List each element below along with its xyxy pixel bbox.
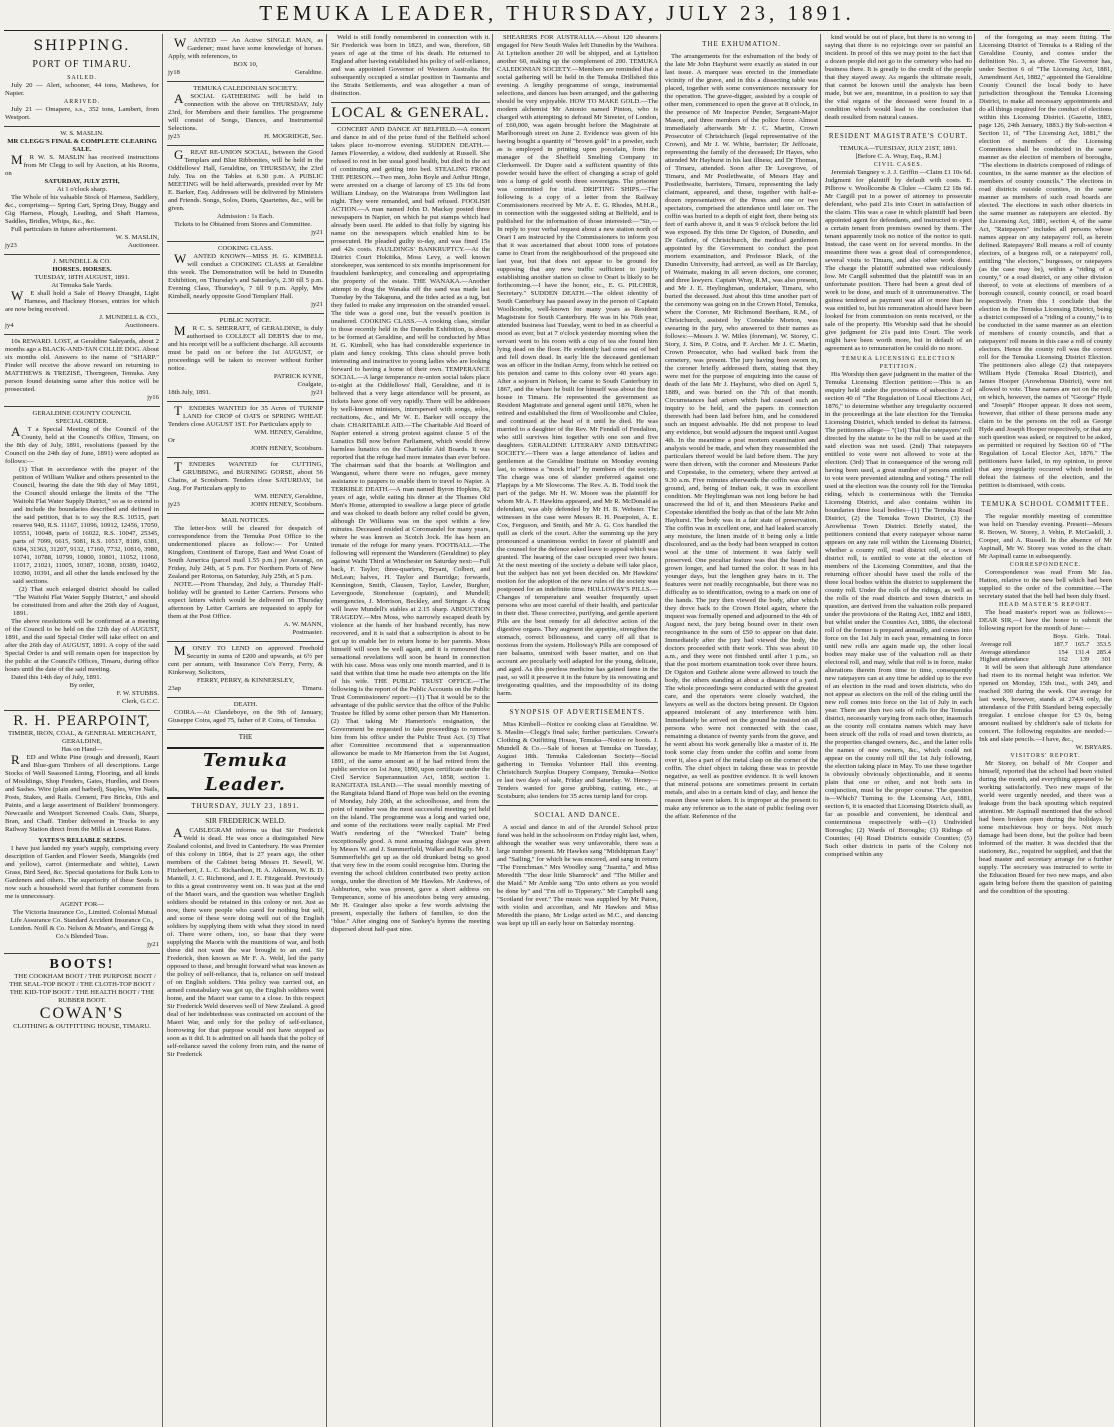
maslin-signature: W. S. MASLIN, xyxy=(115,234,159,241)
head-master-body: It will be seen that although June attendance had risen to its normal height was inferior. We opened on Monday, 15th inst., with 249, and reached 300 during the week. Our average for last week, however, stands at 274.9 only, the attendance of the Fifth Standard being especially irregular. I enclose cheque for £3 0s, being amount realised by children's sale of tickets for concert. The following requisites are needed:—Ink and slate pencils.—I have, &c., xyxy=(979,664,1112,744)
column-3 xyxy=(326,34,490,1427)
tenders1-body: TENDERS WANTED for 35 Acres of TURNIP LAND for CROP of OATS or SPRING WHEAT. Tenders close AUGUST 1ST. For Particulars apply to xyxy=(168,403,323,428)
council-item-1: (1) That in accordance with the prayer of the petition of William Walker and others presented to the Council, bearing the date the 9th day of May 1891, the Council should enlarge the limits of the "The Waitohi Flat Water Supply District," so as to extend to and include the boundaries described and defined in the said petition, that is to say the R.S. 10515, part reserve 940, R.S. 11167, 11096, 10912, 12456, 17050, 10551, 10048, parts of 16022, R.S. 10047, 25345, parts of 7099, 6615, 5081, R.S. 10517, 8189, 6381, 6384, 31363, 31207, 9132, 17160, 7732, 10816, 3980, 10741, 10788, 10799, 10800, 10801, 11052, 11060, 11017, 21021, 11005, 10387, 10388, 10389, 10492, 10390, 10391, and all other the lands enclosed by the said sections. xyxy=(13,466,159,585)
cowans-ad xyxy=(4,954,160,1035)
horses-place: At Temuka Sale Yards. xyxy=(51,282,113,289)
masthead xyxy=(0,0,1114,26)
council-item-2: (2) That such enlarged district should be called "The Waitohi Flat Water Supply District," and should be constituted from and after the 26th day of August, 1891. xyxy=(13,586,159,617)
table-header-cell: Girls. xyxy=(1074,633,1090,640)
mundell-ad xyxy=(4,255,160,335)
public-notice xyxy=(167,314,324,402)
public-place: Coalgate, xyxy=(297,381,323,388)
council-notice xyxy=(4,407,160,711)
masthead-rule xyxy=(4,30,1110,31)
public-body: MR C. S. SHERRATT, of GERALDINE, is duly authorised to COLLECT all DEBTS due to me, and his receipt will be a sufficient discharge. All accounts must be paid on or before the 1st AUGUST, or proceedings will be taken to recover without further notice. xyxy=(168,323,323,372)
table-cell: Highest attendance xyxy=(980,656,1029,664)
tenders2-signature: WM. HENEY, Geraldine, xyxy=(254,493,323,500)
table-cell: 154 xyxy=(1058,648,1068,656)
mundell-header: J. MUNDELL & CO. xyxy=(53,258,111,265)
council-dated: Dated this 14th day of July, 1891. xyxy=(11,674,102,681)
pearpoint-body: RED and White Pine (rough and dressed), Kauri and Blue-gum Timbers of all descriptions. Large Stocks of Well Seasoned Lining, Flooring, and all kinds of Mouldings, Shop Fenders, Gates, Hurdles, and Doors and Sashes. Wire (plain and barbed), Staples, Wire Nails, Posts, Stakes, and Rails. Cement, Fire Bricks, Oils and Paints, and a large assortment of Builders' Ironmongery. Newcastle and Westport Screened Coals. Oats, Sharps, Bran, and Chaff. Timber delivered in Trucks to any Railway Station direct from the Mills at Lowest Rates. xyxy=(5,752,159,833)
public-date: 18th July, 1891. xyxy=(168,389,211,396)
death-title: DEATH. xyxy=(233,701,258,708)
table-header-cell: Boys. xyxy=(1053,633,1068,640)
cooking-body: WANTED KNOWN—MISS H. G. KIMBELL will conduct a COOKING CLASS at Geraldine this week. The Demonstration will be held in Dunedin Exhibition, on Thursday's and Saturday's, 2.30 till 5 p.m. Evening Class, Thursday's, 7 till 9 p.m. Apply, Mrs Kimbell, nearly opposite Good Templars' Hall. xyxy=(168,251,323,300)
tenders2-ref: jy23 xyxy=(168,501,180,508)
caledonian-ref: jy23 xyxy=(168,133,180,140)
sale-date: SATURDAY, JULY 25TH, xyxy=(44,178,120,185)
wanted-body: WANTED — An Active SINGLE MAN, as Gardener; must have some knowledge of horses. Apply, with references, to xyxy=(168,35,323,60)
mail-title: MAIL NOTICES. xyxy=(221,517,270,524)
synopsis-body: Miss Kimbell—Notice re cooking class at Geraldine. W. S. Maslin—Clegg's final sale; further particulars. Cowan's Clothing & Outfitting House, Temuka—Notice re boots. J. Mundell & Co.—Sale of horses at Temuka on Tuesday, August 18th. Temuka Caledonian Society—Social gathering in Temuka Volunteer Hall this evening. Christchurch Surplus Drapery Company, Temuka—Notice re last two days of sale, Friday and Saturday. W. Heney—Tenders wanted for gorse grubbing, cutting, etc., at Scotsburn; also tenders for 35 acres turnip land for crop. xyxy=(497,721,658,800)
head-master-intro: The head master's report was as follows:— DEAR SIR,—I have the honor to submit the following report for the month of June:— xyxy=(979,609,1112,632)
mail-notices xyxy=(167,514,324,642)
agent-ref: jy21 xyxy=(147,941,159,948)
wanted-box: BOX 10, xyxy=(233,61,258,68)
arrived-label: ARRIVED. xyxy=(63,99,101,105)
horses-title: HORSES. HORSES. xyxy=(52,266,112,273)
licensing-heading: TEMUKA LICENSING ELECTION PETITION. xyxy=(841,356,956,370)
agent-label: AGENT FOR— xyxy=(60,901,104,908)
money-signature: FERRY, PERRY, & KINNERSLEY, xyxy=(197,677,294,684)
the-label: THE xyxy=(238,733,253,741)
maslin-title: Auctioneer. xyxy=(127,242,159,249)
weld-body: ACABLEGRAM informs us that Sir Frederick Weld is dead. He was once a distinguished New Zealand colonist, and lived in Canterbury. He was Premier of this colony in 1864, that is 27 years ago, the other members of the Cabinet being Messrs H. Sewell, W. Fitzherbert, J. L. C. Richardson, H. A. Atkinson, W. B. D. Mantell, J. C. Richmond, and J. E. Fitzgerald. Previously to this a great controversy went on. It was just at the end of the Maori wars, and the question was whether English soldiers should be retained in this colony or not. Just as now, there were people who cared for nothing but self, and some of these were doing well out of the English soldiers by supplying them with what they stood in need of. There were others, too, so base that they were supplying the Maoris with the munitions of war, and both these did not want the war brought to an end. Sir Frederick, then known as Mr F. A. Weld, led the party opposed to these, and brought forward what was known as the policy of self-reliance, that is, reliance on self instead of on English soldiers. This policy was carried out, an armed constabulary was got up, the English soldiers went home, and the Maori war came to a close. In this respect Sir Frederick Weld deserves well of New Zealand. A good deal of her indebtedness was contracted on account of the Maori War, and only for the policy of self-reliance, borrowing for that purpose would not have stopped as soon as it did. It is admitted on all hands that the policy of self-reliance saved the colony from ruin, and the name of Sir Frederick xyxy=(167,825,324,1058)
table-cell: 301 xyxy=(1101,656,1111,664)
caledonian-title: TEMUKA CALEDONIAN SOCIETY. xyxy=(193,85,298,92)
table-cell: Average roll xyxy=(980,640,1012,648)
wanted-place: Geraldine. xyxy=(294,69,323,76)
public-ref: jy21 xyxy=(311,389,323,396)
cowans-sub: CLOTHING & OUTFITTING HOUSE, TIMARU. xyxy=(13,1023,151,1030)
council-body-2: The above resolutions will be confirmed at a meeting of the Council to be held on the 12th day of AUGUST, 1891, and the said Special Order will take effect on and after the 26th day of AUGUST, 1891. A copy of the said Special Order is and will remain open for inspection by the public at the Council's Offices, Timaru, during office hours until the date of the said meeting. xyxy=(5,618,159,673)
shipping-section xyxy=(4,34,160,127)
public-title: PUBLIC NOTICE. xyxy=(219,317,272,324)
table-header-cell xyxy=(979,633,1047,641)
pearpoint-sub: TIMBER, IRON, COAL, & GENERAL MERCHANT, GERALDINE, xyxy=(7,730,157,745)
money-ref: 23ap xyxy=(168,685,181,692)
tenders-gorse-ad xyxy=(167,458,324,514)
school-committee-heading: TEMUKA SCHOOL COMMITTEE. xyxy=(979,494,1112,510)
cooking-title: COOKING CLASS. xyxy=(218,245,273,252)
clegg-sale-title: MR CLEGG'S FINAL & COMPLETE CLEARING SALE. xyxy=(7,138,157,153)
table-cell: 131.4 xyxy=(1074,648,1090,656)
table-cell: 162 xyxy=(1058,656,1068,664)
table-cell: Average attendance xyxy=(980,648,1031,656)
public-signature: PATRICK KYNE, xyxy=(273,373,323,380)
exhumation-heading: THE EXHUMATION. xyxy=(702,40,781,48)
rm-court-heading: RESIDENT MAGISTRATE'S COURT. xyxy=(825,126,972,142)
horses-date: TUESDAY, 18TH AUGUST, 1891. xyxy=(34,274,130,281)
table-row xyxy=(979,656,1112,664)
weld-title: SIR FREDERICK WELD. xyxy=(205,816,286,825)
sailed-label: SAILED. xyxy=(67,75,97,81)
rm-civil-cases: CIVIL CASES. xyxy=(873,162,924,168)
table-cell: 165.7 xyxy=(1074,640,1090,648)
arrived-text: July 21 — Omapere, s.s., 352 tons, Lambert, from Westport. xyxy=(5,106,159,121)
table-row xyxy=(979,641,1112,649)
death-notice xyxy=(167,698,324,730)
caledonian-ad xyxy=(167,82,324,146)
maslin-ref: jy23 xyxy=(5,242,17,249)
pearpoint-hand: Has on Hand— xyxy=(61,746,103,753)
paper-date: THURSDAY, JULY 23, 1891. xyxy=(167,802,324,814)
caledonian-body: ASOCIAL GATHERING will be held in connection with the above on THURSDAY, July 23rd, for Members and their families. The programme will consist of Songs, Dances, and Instrumental Selections. xyxy=(168,91,323,132)
council-clerk: Clerk, G.C.C. xyxy=(122,698,159,705)
correspondence-heading: CORRESPONDENCE. xyxy=(1009,562,1082,568)
money-ad xyxy=(167,642,324,698)
council-body: AT a Special Meeting of the Council of the County, held at the Council's Office, Timaru, on the 8th day of July, 1891, resolutions (passed by the Council on the 24th day of June, 1891) were adopted as follows:— xyxy=(5,424,159,465)
mail-note: NOTE.—From Thursday, 2nd July, a Thursday Half-holiday will be granted to Letter Carriers. Persons who expect letters which would be delivered on Thursday afternoon by Letter Carriers are requested to apply for them at the Post Office. xyxy=(168,581,323,620)
money-body: MONEY TO LEND on approved Freehold Security in sums of £200 and upwards, at 6½ per cent per annum, with Insurance Co's Ferry, Ferry, & Kinkeway, Solicitors, xyxy=(168,643,323,676)
column-1 xyxy=(4,34,160,1427)
council-by: By order, xyxy=(69,682,95,689)
rm-court-before: [Before C. A. Wray, Esq., R.M.] xyxy=(855,153,942,160)
wanted-ref: jy18 xyxy=(168,69,180,76)
table-cell: 285.4 xyxy=(1096,648,1111,656)
attendance-table-header xyxy=(979,633,1112,641)
boots-list: THE COOKHAM BOOT / THE PURPOSE BOOT / THE SEAL-TOP BOOT / THE CLOTH-TOP BOOT / THE KID-TOP BOOT / THE HEALTH BOOT / THE RUBBER BOOT. xyxy=(9,973,156,1004)
caledonian-signature: H. MOGRIDGE, Sec. xyxy=(264,133,323,140)
correspondence-body: Correspondence was read From Mr Jas. Hatton, relative to the new bell which had been supplied to the order of the committee.—The secretary stated that the bell had been duly fixed. xyxy=(979,569,1112,600)
maslin-ad xyxy=(4,127,160,255)
wanted-ad xyxy=(167,34,324,82)
editorial-section xyxy=(167,733,324,1059)
column-4 xyxy=(492,34,658,1427)
tenders1-signature-2: JOHN HENEY, Scotsburn. xyxy=(250,445,323,452)
column-5 xyxy=(660,34,818,1427)
reward-body: 10s REWARD. LOST, at Geraldine Saleyards, about 2 months ago a BLACK-AND-TAN COLLIE DOG. About six months old. Answers to the name of "SHARP." Finder will receive the above reward on returning to MATTHEWS & TREZISE, Thorngreen, Temuka. Any person found detaining same after this notice will be prosecuted. xyxy=(5,338,159,393)
maslin-header: W. S. MASLIN. xyxy=(60,130,104,137)
cooking-ad xyxy=(167,242,324,314)
table-cell: 187.7 xyxy=(1053,640,1068,648)
weld-continued: Weld is still fondly remembered in connection with it. Sir Frederick was born in 1823, and was, therefore, 68 years of age at the time of his death. He returned to England after having established his policy of self-reliance, and was appointed Governor of Western Australia. He subsequently occupied a similar position in Tasmania and the Straits Settlements, and was altogether a man of distinction. xyxy=(331,34,490,97)
licensing-body: His Worship then gave judgment in the matter of the Temuka Licensing Election petition:—This is an enquiry held under the provisions of subsection 2 of section 40 of "The Regulation of Local Elections Act, 1876," to determine whether any irregularity occurred in the proceedings at the late election for the Temuka Licensing District, which tended to defeat its fairness. The petitioners allege— "(1st) That the ratepayers' roll directed by the statute to be the roll to be used at the said election was not used. (2nd) That ratepayers entitled to vote were not allowed to vote at the election. (3rd) That in consequence of the wrong roll having been used, a great number of persons entitled to vote were prevented attending and voting." The roll used at the election was the county roll for the Temuka riding, which is conterminous with the Temuka Licensing District, and also contains within its boundaries three local bodies—(1) The Temuka Road District, (2) the Temuka Town District, (3) the Arowhenua Town District. Briefly stated, the petitioners contend that every ratepayer whose name appears on any rate roll within the Licensing District, whether a county roll, road district roll, or a town district roll, is entitled to vote at the election of members of the Licensing Committee, and that the returning officer should have used the rolls of the three local bodies within the district to supplement the county roll. Under the rolls of the ridings, as well as the rolls of the road districts and town districts in question, are derived from the valuation rolls prepared under the provisions of the Rating Act, 1882 and 1883, but whilst under the Counties Act, 1886, the electoral roll of the former is prepared annually, and comes into force on the 1st July in each year, remaining in force until new rolls are again made up, the other local bodies may make use of the valuation roll as their electoral roll, and may, while that roll is in force, make alterations therein from time to time, consequently new ratepayers can at any time be added up to the eve of an election in the road and town districts, who do not appear as electors on the roll of the riding until the new roll comes into force on the 1st of July in each year. There are then two sets of rolls for the Temuka district, necessarily varying from each other, inasmuch as the county roll contains names which may have been struck off the rolls of road and town districts, as the properties changed owners, &c., and the latter rolls the names of new owners, &c., which could not appear on the county roll till the 1st July following, the election taking place in May. To use these together is obviously obviously objectionable, and it seems plain that one or other, and not both sets in conjunction, must be the proper course. The question is—Which? Turning to the Licensing Act, 1881, section 6, it is enacted that Licensing Districts shall, as far as possible and convenient, be identical and conterminous respectively with—(1) Undivided Boroughs; (2) Wards of Boroughs; (3) Ridings of Counties; (4) Road Districts outside Counties; (5) Such other districts in parts of the Colony not comprised within any xyxy=(825,371,972,858)
visitors-heading: VISITORS' REPORT. xyxy=(1010,753,1081,760)
mail-postmaster: Postmaster. xyxy=(292,629,323,636)
tenders1-signature: WM. HENEY, Geraldine, xyxy=(254,429,323,436)
table-cell: 353.5 xyxy=(1096,640,1111,648)
maslin-body: MR W. S. MASLIN has received instructions from Mr Clegg to sell by Auction, at his Rooms, on xyxy=(5,152,159,177)
yates-title: YATES'S RELIABLE SEEDS. xyxy=(38,837,126,844)
rm-court-date: TEMUKA—TUESDAY, JULY 21ST, 1891. xyxy=(839,145,958,152)
pearpoint-title: R. H. PEARPOINT, xyxy=(13,714,151,729)
school-committee-body: The regular monthly meeting of committee was held on Tuesday evening. Present—Messrs R. Brown, W. Storey, J. Vehin, P. McCaskill, J. Cooper, and A. Russell. In the absence of Mr Aspinall, Mr W. Storey was voted to the chair. Mr Aspinall came in subsequently. xyxy=(979,513,1112,560)
synopsis-heading: SYNOPSIS OF ADVERTISEMENTS. xyxy=(497,702,658,718)
cooking-ref: jy21 xyxy=(311,301,323,308)
maslin-stock: The Whole of his valuable Stock of Harness, Saddlery, &c., comprising— Spring Cart, Spring Dray, Buggy and Gig Harness, Plough, Leading, and Shaft Harness, Saddles, Bridles, Whips, &c., &c. xyxy=(5,194,159,225)
tenders2-body: TENDERS WANTED for CUTTING, GRUBBING, and BURNING GORSE, about 56 Chains, at Scotsburn. Tenders close SATURDAY, 1st Aug. For Particulars apply to xyxy=(168,459,323,492)
rm-court-body: Jeremiah Tangney v. J. J. Griffin —Claim £1 10s 6d. Judgment for plaintiff by default with costs. E. Pilbrow v. Woollcombe & Clulee —Claim £2 18s 6d. Mr Cargill put in a power of attorney to prosecute defendant, who paid 21s into Court in satisfaction of the claim. This was a case in which plaintiff had been appointed agent for defendants, and instructed to eject a certain tenant from premises owned by them. The tenant apparently took no notice of the notice to quit. Instead, the case went on for several months. In the meantime there was a great deal of correspondence, several visits to Timaru, and also other work done. The charge the plaintiff submitted was ridiculously low. Mr Cargill submitted that the plaintiff was in an unfortunate position. There had been a great deal of work to be done, and much of it unremunerative. The guinea tendered as payment was all or more than he was entitled to, but his remuneration should have been looked for from commission on rents received, or the sale of the property. His Worship said that he should give judgment for 21s paid into Court. The work might have been worth more, but in default of an agreement as to remuneration he could do no more. xyxy=(825,169,972,352)
column-2 xyxy=(162,34,324,1427)
head-master-heading: HEAD MASTER'S REPORT. xyxy=(998,602,1093,608)
death-body: COIRA.—At Clandeboye, on the 9th of January, Giuseppe Coira, aged 75, father of P. Coira, of Temuka. xyxy=(168,709,323,724)
head-master-signature: W. BRYARS. xyxy=(1075,744,1112,752)
attendance-table xyxy=(979,633,1112,664)
horses-title2: Auctioneers. xyxy=(125,322,159,329)
shipping-heading: SHIPPING. xyxy=(33,38,131,54)
tenders2-signature-2: JOHN HENEY, Scotsburn. xyxy=(250,501,323,508)
sale-time: At 1 o'clock sharp. xyxy=(56,186,108,193)
newspaper-title: Temuka Leader. xyxy=(167,747,324,799)
port-heading: PORT OF TIMARU. xyxy=(32,59,132,70)
mail-body: The letter-box will be cleared for despatch of correspondence from the Temuka Post Office to the undermentioned places as follow:— For United Kingdom, Continent of Europe, East and West Coast of South America (parcel mail 1.55 p.m.) per Aorangi, on Friday, July 24th, at 5 p.m. For Northern Ports of New Zealand per Rotorua, on Saturday, July 25th, at 5 p.m. xyxy=(168,525,323,580)
reunion-admission: Admission : 1s Each. xyxy=(217,213,274,220)
sailed-text: July 20 — Alert, schooner, 44 tons, Mathews, for Napier. xyxy=(5,82,159,97)
local-general-continued: SHEARERS FOR AUSTRALIA.—About 120 shearers engaged for New South Wales left Dunedin by the Waihora. At Lyttelton another 20 will be shipped, and at Lyttelton another 60, making up the complement of 200. TEMUKA CALEDONIAN SOCIETY.—Members are reminded that a social gathering will be held in the Temuka Drillshed this evening. A lengthy programme of songs, instrumental selections, and dances has been arranged, and the gathering should be very enjoyable. HOW TO MAKE GOLD.—The modern alchemist Mr Antonio named Pinton, who is charged with attempting to defraud Mr Streeter, of London, of £60,000, was again brought before the Magistrate at Marlborough street on June 2. Evidence was given of his having bought a quantity of "brown gold" in a powder, such as is employed in printing upon porcelain, from the manager of the Sheffield Smelting Company in Clerkenwell. Dr Dupre said a sufficient quantity of this powder would have the effect of changing a scrap of gold into a lump of gold worth three sovereigns. The prisoner was committed for trial. DRIFTING SHIPS.—The following is a copy of a letter from the Railway Commissioners received by Mr A. E. G. Rhodes, M.H.R., in connection with the suggested siding at Belfield, and is published for the information of those interested:—"Sir,—In reply to your verbal request about a new station north of Orari I am instructed by the Commissioners to inform you that it was ascertained that about 1000 tons of potatoes came to Orari from the neighbourhood of the proposed site last year, but that does not appear to be ground for supposing that any new traffic sufficient to justify establishing another station so close to Orari is likely to be forthcoming.—I have the honor, etc., E. G. PILCHER, Secretary." SUDDEN DEATH.—The oldest identity of South Canterbury has passed away in the person of Captain Woollcombe, well-known for many years as Resident Magistrate for South Canterbury. He was in his 76th year, attended business last Tuesday, went to bed in as cheerful a mood as ever, but at 7 o'clock yesterday morning when the servant went to his room with a cup of tea she found him lying dead on the floor. He evidently had come out of bed and fell down dead. In early life the deceased gentleman was an officer in the Indian Army, from which he retired on his pension and came to this colony over 40 years ago. After a sojourn in Nelson, he came to South Canterbury in 1867, and the whare he built for himself was about the first house in Timaru. He represented the government as Resident Magistrate and general agent until 1876, when he retired and established the firm of Woollcombe and Clulee, and continued at the head of it until he died. He was married to a daughter of the Rev. Mr Fendall of Fendalton, who still survives him together with one son and five daughters. GERALDINE LITERARY AND DEBATING SOCIETY.—There was a large attendance of ladies and gentlemen at the Geraldine Institute on Monday evening last, to witness a "mock trial" by members of the society. The charge was one of slander preferred against one Flapjaps by a Mr Slowcome. The Rev. A. B. Todd took the part of the judge. Mr H. W. Moore was the plaintiff for whom Mr A. F. Hawkins appeared, and Mr R. McDonald as defendant, was ably defended by Mr H. B. Webster. The witnesses in the case were Messrs R. H. Pearpoint, A. E. Cox, Ferguson, and Smith, and Mr A. G. Cox handled the quill as clerk of the court. After the summing up the jury pronounced a unanimous verdict in favor of plaintiff and the counsel for the defence asked leave to appeal which was granted. The hearing of the case occupied over two hours. At the next meeting of the society a debate will take place, but the subject has not yet been decided on. Mr Hawkins' motion for the adoption of the new rules of the society was postponed for an indefinite time. HOLLOWAY'S PILLS.—Changes of temperature and weather frequently upset persons who are most careful of their health, and particular in their diet. These corrective, purifying, and gentle aperient Pills are the best remedy for all defective action of the digestive organs. They augment the appetite, strengthen the stomach, correct biliousness, and carry off all that is noxious from the system. Holloway's Pills are composed of rare balsams, unmixed with baser matter, and on that account are peculiarly well adapted for the young, delicate, and aged. As this peerless medicine has gained fame in the past, so will it preserve it in the future by its renovating and invigorating qualities, and the impossibility of its doing harm. xyxy=(497,34,658,697)
table-cell: 139 xyxy=(1079,656,1090,664)
horses-ref: jy4 xyxy=(5,322,14,329)
reunion-ad xyxy=(167,146,324,242)
exhumation-body: The arrangements for the exhumation of the body of the late Mr John Hayhurst were exactly as stated in our last issue. A marquee was erected in the immediate vicinity of the grave, and in this a dissecting table was placed, together with some conveniences necessary for the operation. The grave-digger, assisted by a couple of other men, commenced to open the grave at 8 o'clock, in the presence of Mr Inspector Pender, Sergeant-Major Mason, and three members of the police force. Almost immediately afterwards Mr J. C. Martin, Crown Prosecutor of Christchurch (legal representative of the Crown), and Mr J. W. White, barrister; Dr Jeffcoate, representing the family of the deceased; Dr Hayes, who attended Mr Hayhurst in his last illness; and Dr Thomas, of Timaru, attended. Soon after Dr Lovegrove, of Timaru, and Mr Postlethwaite, of Messrs Hay and Postlethwaite, barristers, Timaru, representing the lady claimant, appeared, and these, together with half-a-dozen representatives of the Press and one or two spectators, comprised the attendance until later on. The coffin was buried to a depth of eight feet, there being six feet of earth above it, and it was 9 o'clock before the lid was exposed. By this time Dr Ogston, of Dunedin, and Dr Guthrie, of Christchurch, the medical gentlemen appointed by the Government to conduct the post mortem examination, and Professor Black, of the Dunedin University, had arrived, as well as Dr Barclay, of Waimate, making in all seven doctors, one coroner, and three lawyers. Captain Wray, R.M., was also present, and Mr J. E. Heylinghman, undertaker, Timaru, who buried the deceased. Just about this time another part of the ceremony was going on in the Crown Hotel, Temuka, where the Coroner, Mr Richmond Beetham, R.M., of Christchurch, assisted by Constable Morton, was swearing in the jury, who answered to their names as follows:—Messrs J. W. Miles (foreman), W. Storey, C. Story, J. Sim, P. Coira, and F. Archer. Mr J. C. Martin, Crown Prosecutor, who had walked back from the cemetery, was present. The jury having been sworn in, the coroner briefly addressed them, stating that they were met for the purpose of enquiring into the cause of death of the late Mr J. Hayhurst, who died on April 5, 1889, and was buried on the 7th of that month. Circumstances had arisen which had caused such an inquiry to be held, and the papers in connection therewith had been laid before him, and he considered such an inquest advisable. He did not propose to lead any evidence, but would adjourn the inquest until August 4th. In the meantime a post mortem examination and analysis would be made, and when they reassembled the particulars thereof would be laid before them. The jury were then driven, with the coroner and Messieurs Parke and Copestake, to the cemetery, where they arrived at 9.30 a.m. Five minutes afterwards the coffin was above ground, and, being of Indian oak, it was in excellent condition. Mr Heylinghman was not long before he had unscrewed the lid of it, and then Messieurs Parke and Copestake identified the body as that of the late Mr John Hayhurst. The body was in a fair state of preservation. The coffin was in excellent one, and had leaked scarcely any moisture, the linen inside of it being only a little discoloured, and as the body had been wrapped in cotton wool at the time of interment it was fairly well preserved. One peculiar feature was that the beard had grown longer, and had turned the color. It was in his younger days, but the lengthen gray hairs in it. The features were not readily recognisable, but there was no difficulty as to identification, owing to a mark on one of the hands. The jury then viewed the body, after which they drove back to the Crown Hotel again, where the inquest was formally opened and adjourned to the 4th of August next, the jury being bound over in their own recognisance in the sum of £50 to appear on that date. Immediately after the jury had viewed the body, the doctors proceeded with their work. This was about 10 a.m., and they were not finished until after 1 p.m., so that the post mortem examination took over three hours. Dr Ogston and Guthrie alone were allowed to touch the body, the others standing at about a distance of a yard. The whole proceedings were conducted with the greatest care, and the operators were closely watched, the lawyers as well as the doctors being present. Dr Ogston appeared intolerant of any interference with him. Immediately he arrived on the ground he insisted on all persons who were not connected with the case, remaining a distance of twenty yards from the grave, and he went about his work generally like a master of it. He took some clay from under the coffin and some from over it, also a part of the metal clasp on the corner of the coffin. The chief object in taking these was to provide negative, as well as positive evidence. It is well known that mineral poisons are sometimes present in certain metals, and also in a certain kind of clay, and hence the reason these were taken. It is improper at the present to make any reference as to the state of public feeling over the affair. Reference of the xyxy=(665,53,818,820)
mail-signature: A. W. MANN, xyxy=(283,621,323,628)
exhumation-continued: kind would be out of place, but there is no wrong in saying that there is no rejoicings over so painful an incident. In proof of this we may point to the fact that a dozen people did not go to the cemetery who had no business there. It is greatly to the credit of the people that they stayed away. As regards the ultimate result, that cannot be known until the analysis has been made, but we are, meantime, in a position to say that the vital organs of the deceased were found in a condition which would lead to the conclusion that death resulted from natural causes. xyxy=(825,34,972,121)
table-row xyxy=(979,649,1112,657)
local-general-body: CONCERT AND DANCE AT BELFIELD.—A concert and dance in aid of the prize fund of the Belfield school takes place to-morrow evening. SUDDEN DEATH.—James Flowerday, a widow, died suddenly at Russell. She refused to rest in her usual good health, but died in the act of continuing and getting into bed. STEALING FROM THE PERSON.—Two men, John Boyle and Arthur Hinge, were arrested on a charge of larceny of £5 10s 6d from William Lindsay, on the Wairarapa from Wellington last night. They were remanded, and bail refused. FOOLISH ACTION.—A man named John D. Mackay posted three newspapers in Napier, on which he put stamps which had already been used. He added to that folly by signing his name on the newspapers which enabled him to be prosecuted. He pleaded guilty to-day, and was fined 15s and 42s costs. FAULDINGS' BANKRUPTCY.—At the District Court Hokitika, Moss Levy, a well known storekeeper, was sentenced to six months imprisonment for fraudulent bankruptcy, and concealing and appropriating the property of the estate. THE WANAKA.—Another attempt to drag the Wanaka off the sand was made last Tuesday by the Takapuna, and the tides acted as a tug, but they failed to make any impression on the stranded vessel. The tide was a good one, but the vessel's position is unaltered. COOKING CLASS.—A cooking class, similar to those recently held in the Dunedin Exhibition, is about to be formed at Geraldine, and will be conducted by Miss H. G. Kimbell, who has had considerable experience in plain and fancy cooking. This class should prove both interesting and instructive to young ladies who are looking forward to having a home of their own. TEMPERANCE SOCIAL.—A large temperance re-union social takes place to-night at the Oddfellows' Hall, Geraldine, and it is believed that a very large attendance will be present, as tickets have gone off very rapidly. There will be addresses by well-known ministers, interspersed with songs, solos, recitations, &c., and Mr W. E. Barker will occupy the chair. CHARITABLE AID.—The Charitable Aid Board of Napier entered a strong protest against clause 5 of the Lunatics Bill now before Parliament, which would throw harmless lunatics on the Charitable Aid Boards. It was reported that the refuge had more inmates than ever before. The chairman said that the boards at Wellington and Wanganui, where there were no refuges, gave money assistance to paupers to enable them to travel to Napier. A TERRIBLE DEATH.—A man named Byron Hopkins, 82 years of age, while eating his dinner at the Thames Old Men's Home, attempted to swallow a large piece of gristle and was choked to death before any relief could be given, although Dr Williams was on the spot within a few minutes. Deceased resided at Coromandel for many years, where he was known as Scotch Jock. He has been an inmate of the refuge for many years. FOOTBALL.—The following will represent the Wanderers (Geraldine) to play against Waihi Third at Winchester on Saturday next:—Full back, F. Taylor; three-quarters, Bryant, Colbert, and McLean; halves, H. Taylor and Burridge; forwards, Kennington, Smith, Clausen, Taylor, Lawler, Burgher, Levergoode, Stonehouse (captain), and Mundell; emergencies, J. Morrison, Beckley, and Stringer. A drag will leave Mundell's stables at 2.15 sharp. ABDUCTION TRAGEDY.—Mrs Moss, who narrowly escaped death by violence at the hands of her husband recently, has now recovered, and it is said that a subscription is about to be got up to enable her to return home to her parents. Moss himself will soon be well again, and it is rumoured that sensational revelations will soon be heard in connection with his case. Moss was only one month married, and it is said that within that time he made two attempts on the life of his wife. THE PUBLIC TRUST OFFICE.—The following is the report of the Public Accounts on the Public Trust Commissioners' report:—(1) That it would be to the advantage of the public service that the office of the Public Trustee be filled by some other person than Mr Hamerton. (2) That taking Mr Hamerton's resignation, the Government be requested to take proceedings to remove him from his office under the Public Trust Act. (3) That after Committee recommend that a superannuation allowance be made to Mr Hamerton from the 1st August, 1891, of the same amount as if he had retired from the public service on 1st June, 1890, upon certificate under the Civil Service Superannuation Act, 1858, section 1. RANGITATA ISLAND.—The usual monthly meeting of the Rangitata Island Band of Hope was held on the evening of Monday, July 20th, at the schoolhouse, and from the point of number was the most successful meeting yet held on the island. The programme was a long and varied one, and some of the recitations were really capital. Mr Fred Watt's rendering of the "Wrecked Train" being exceptionally good. A most amusing dialogue was given by Messrs W. and J. Summerfield, Walker and Kelly. Mr J. Summerfield's get up as the old drunkard being so good that very few in the room could recognise him. During the evening the school children contributed two pretty action songs, under the direction of Mr Hawkes. Mr Andrews, of Ashburton, who was present, gave a short address on Temperance, some of his anecdotes being very amusing. Mr H. Grainger also spoke a few words advising the present, especially the fathers of families, to don the "blue." After singing one of Sankey's hymns the meeting dispersed about half-past nine. xyxy=(331,126,490,933)
social-body: A social and dance in aid of the Arundel School prize fund was held in the schoolroom on Friday night last, when, although the weather was very unfavorable, there was a large number present. Mr Hawkes sang "Midshipman Easy" and "Sailing," for which he was encored, and sang in return "The Frenchman." Mrs Woodley sang "Juanita," and Miss Meredith "The dear little Shamrock" and "The Miller and the Maid." Mr Amble sang "Do unto others as you would be done by" and "I'm off to Tipperary." Mr Campbell sang "Scotland for ever." The music was supplied by Mr Paton, with violin and accordian, and Mr Hawkes and Miss Meredith the piano, Mr Lodge acted as M.C., and dancing was kept up till an early hour on Saturday morning. xyxy=(497,824,658,927)
horses-body: WE shall hold a Sale of Heavy Draught, Light Harness, and Hackney Horses, entries for which are now being received. xyxy=(5,288,159,313)
boots-title: BOOTS! xyxy=(49,957,115,972)
council-signature: F. W. STUBBS. xyxy=(116,690,159,697)
column-6 xyxy=(820,34,972,1427)
reunion-ref: jy21 xyxy=(311,229,323,236)
tenders1-or: Or xyxy=(168,437,176,444)
pearpoint-ad xyxy=(4,711,160,954)
local-general-heading: LOCAL & GENERAL. xyxy=(331,102,490,124)
maslin-particulars: Full particulars in future advertisement. xyxy=(11,226,118,233)
tenders-oats-ad xyxy=(167,402,324,458)
cowans-title: COWAN'S xyxy=(39,1005,125,1022)
masthead-title: TEMUKA LEADER, THURSDAY, JULY 23, 1891. xyxy=(259,1,855,25)
agent-body: The Victoria Insurance Co., Limited. Colonial Mutual Life Assurance Co. Standard Accident Insurance Co., London. Noill & Co. Nelson & Moate's, and Gregg & Co.'s Blended Teas. xyxy=(9,909,158,940)
money-place: Timaru. xyxy=(301,685,323,692)
horses-signature: J. MUNDELL & CO., xyxy=(99,314,159,321)
table-header-cell: Total. xyxy=(1096,633,1111,640)
visitors-body: Mr Storey, on behalf of Mr Cooper and himself, reported that the school had been visited during the month, and everything appeared to be working satisfactorily. Two new maps of the world were urgently needed, and there was a leakage from the back spouting which required attention. Mr Aspinall mentioned that the school had been broken open during the holidays by some mischievous boy or boys. Not much damage had been done, but the police had been informed of the matter. It was decided that the stationery, &c., required be supplied, and that the head master and secretary arrange for a further supply. The secretary was instructed to write to the Education Board for two new maps, and also again bring before them the question of painting and the condition of the spouting. xyxy=(979,760,1112,896)
reunion-tickets: Tickets to be Obtained from Stores and Committee. xyxy=(174,221,312,228)
reward-ref: jy16 xyxy=(147,394,159,401)
council-title: GERALDINE COUNTY COUNCIL xyxy=(32,410,132,417)
reward-ad xyxy=(4,335,160,407)
reunion-body: GREAT RE-UNION SOCIAL, between the Good Templars and Blue Ribbonites, will be held in the Oddfellows' Hall, Geraldine, on THURSDAY, the 23rd July. Tea on the Tables at 6.30 p.m. A PUBLIC MEETING will be held afterwards, presided over by Mr E. Barker, Esq. Addresses will be delivered by Ministers and Friends. Songs, Solos, Duets, Quartettes, &c., will be given. xyxy=(168,147,323,212)
council-sub: SPECIAL ORDER. xyxy=(55,418,109,425)
licensing-continued: of the foregoing as may seem fitting. The Licensing District of Temuka is a Riding of the Geraldine County, and comes under the definition No. 3, as above. The Governor has, under Section 6 of "The Licensing Act, 1881, Amendment Act, 1882," appointed the Geraldine County Council the local body to have jurisdiction throughout the Temuka Licensing District, to make all necessary appointments and do all things required for the conduct of elections within this Licensing District. (Gazette, 1883, page 126, 24th January, 1883.) By Sub-section 4 Section 11, of "The Licensing Act, 1881," the election of members of the Licensing Committees shall be conducted in the same manner as the election of members of boroughs, "The elections in districts composed of ridings of counties, in the same manner as the election of members of county councils." The elections in road districts outside counties, in the same manner as members of such road boards are elected. The elections in such other districts in the same manner as ratepayers are elected. By the Licensing Act, 1881, section 4, of the same Act, "Ratepayers" includes all persons whose names appear on any ratepayers' roll, as herein defined. Ratepayers' Roll means a roll of county electors, of a burgess roll, or a ratepayers' roll, entitling "the electors," burgesses, or ratepayers (as the case may be), within a "riding of a county," or a road district, or any other division thereof, to vote at elections of members of a borough council, county council, or road board respectively. From this I conclude that the election in the Temuka Licensing District, being a district composed of a "riding of a county," is to be conducted in the same manner as an election of members of county councils, and that a ratepayers' roll means in this case a roll of county electors. Hence the county roll was the correct roll for the Temuka Licensing District Election. The petitioners also allege (2) that ratepayers William Hyde (Temuka Road District), and James Hooper (Arowhenua District), were not allowed to vote. These names are not on the roll, on which, however, the names of "George" Hyde and "Joseph" Hooper appear. It does not seem, however, that either of these persons made any claim to be the persons on the roll as George Hyde and Joseph Hooper respectively, or that any such question was asked, or required to be asked, as permitted or required by Section 60 of "The Regulation of Local Elector Act, 1876." The petitioners have failed, in my opinion, to prove that any irregularity occurred which tended to defeat the fairness of the election, and the petition is dismissed, with costs. xyxy=(979,34,1112,489)
yates-body: I have just landed my year's supply, comprising every description of Garden and Flower Seeds, Mangolds (red and yellow), carrot (intermediate and white), Lawn Grass, Bird Seed, &c. Special quotations for Bulk Lots to Gardeners and others. The superiority of these Seeds is now such a household word that further comment from me is unnecessary. xyxy=(5,845,159,900)
column-7 xyxy=(974,34,1112,1427)
social-heading: SOCIAL AND DANCE. xyxy=(497,805,658,821)
